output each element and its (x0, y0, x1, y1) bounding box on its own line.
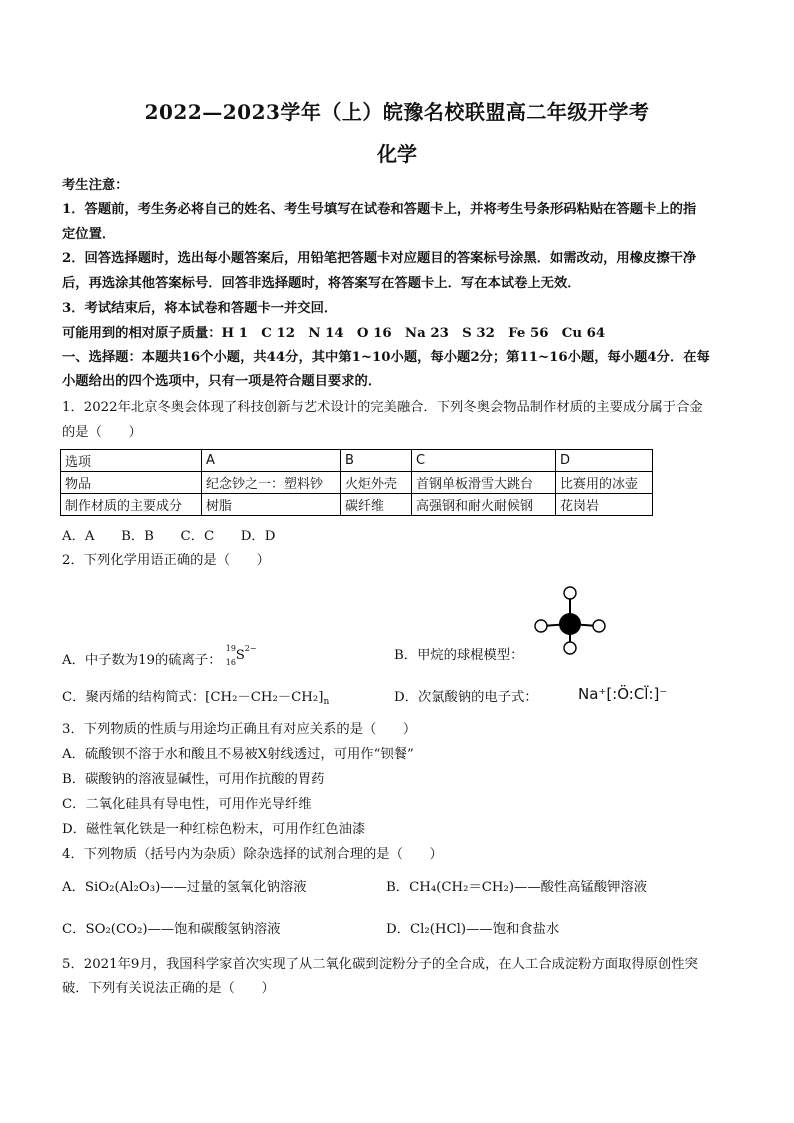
atomic-masses: 可能用到的相对原子质量：H 1 C 12 N 14 O 16 Na 23 S 32 Fe 56 Cu 64 (62, 326, 606, 341)
q3-option: A．硫酸钡不溶于水和酸且不易被X射线透过，可用作“钡餐” (62, 747, 414, 762)
q4-stem: 4．下列物质（括号内为杂质）除杂选择的试剂合理的是（ ） (62, 847, 443, 862)
q4-option-a: A．SiO₂(Al₂O₃)——过量的氢氧化钠溶液 (62, 880, 307, 895)
q1-stem: 的是（ ） (62, 425, 142, 440)
table-cell: 树脂 (202, 494, 341, 516)
q2-option-c (62, 690, 382, 710)
q2-option-d: D．次氯酸钠的电子式： (394, 690, 538, 705)
table-cell: D (556, 450, 653, 472)
atomic-number: 16 (225, 658, 236, 667)
q2-option-b: B．甲烷的球棍模型： (394, 648, 524, 663)
polymer-n: n (323, 697, 330, 707)
q3-option: C．二氧化硅具有导电性，可用作光导纤维 (62, 797, 312, 812)
notice-heading: 考生注意： (62, 178, 129, 193)
q2-option-a (62, 644, 382, 669)
q1-stem: 1．2022年北京冬奥会体现了科技创新与艺术设计的完美融合．下列冬奥会物品制作材质的主要成分属于合金 (62, 400, 703, 415)
table-cell: 火炬外壳 (341, 472, 412, 494)
table-cell: 制作材质的主要成分 (61, 494, 202, 516)
table-cell: 纪念钞之一：塑料钞 (202, 472, 341, 494)
q1-table (60, 449, 653, 516)
section1-instructions: 小题给出的四个选项中，只有一项是符合题目要求的． (62, 374, 382, 389)
table-row (61, 450, 653, 472)
methane-ball-stick-model (530, 584, 610, 656)
q3-option: D．磁性氧化铁是一种红棕色粉末，可用作红色油漆 (62, 822, 366, 837)
notice-item: 定位置． (62, 227, 116, 242)
sulfide-ion-notation (225, 644, 257, 667)
q5-stem: 破．下列有关说法正确的是（ ） (62, 981, 275, 996)
sodium-hypochlorite-electron-formula: Na⁺[:Ö:Cl̈:]⁻ (578, 685, 668, 703)
q2-option-c-label: C．聚丙烯的结构简式： (62, 690, 206, 705)
q4-option-c: C．SO₂(CO₂)——饱和碳酸氢钠溶液 (62, 922, 281, 937)
q2-option-a-label: A．中子数为19的硫离子： (62, 653, 222, 668)
table-cell: 选项 (61, 450, 202, 472)
notice-item: 1．答题前，考生务必将自己的姓名、考生号填写在试卷和答题卡上，并将考生号条形码粘贴在答题卡上的指 (62, 202, 697, 217)
exam-title: 2022—2023学年（上）皖豫名校联盟高二年级开学考 (144, 100, 650, 124)
notice-item: 2．回答选择题时，选出每小题答案后，用铅笔把答题卡对应题目的答案标号涂黑．如需改动，用橡皮擦干净 (62, 251, 697, 266)
q4-option-b: B．CH₄(CH₂＝CH₂)——酸性高锰酸钾溶液 (386, 880, 648, 895)
table-cell: C (412, 450, 556, 472)
notice-item: 后，再选涂其他答案标号．回答非选择题时，将答案写在答题卡上．写在本试卷上无效． (62, 276, 581, 291)
polymer-formula: [CH₂－CH₂－CH₂] (205, 690, 324, 705)
q3-stem: 3．下列物质的性质与用途均正确且有对应关系的是（ ） (62, 722, 417, 737)
exam-subject: 化学 (377, 142, 417, 166)
table-cell: B (341, 450, 412, 472)
table-cell: 高强钢和耐火耐候钢 (412, 494, 556, 516)
section1-instructions: 一、选择题：本题共16个小题，共44分，其中第1~10小题，每小题2分；第11~16小题，每小题4分．在每 (62, 350, 710, 365)
q5-stem: 5．2021年9月，我国科学家首次实现了从二氧化碳到淀粉分子的全合成，在人工合成淀粉方面取得原创性突 (62, 957, 698, 972)
ion-charge: 2− (244, 644, 257, 653)
q3-option: B．碳酸钠的溶液显碱性，可用作抗酸的胃药 (62, 772, 325, 787)
table-cell: 花岗岩 (556, 494, 653, 516)
notice-item: 3．考试结束后，将本试卷和答题卡一并交回． (62, 301, 338, 316)
element-symbol: S (235, 648, 245, 663)
table-cell: 物品 (61, 472, 202, 494)
mass-number: 19 (225, 644, 236, 653)
table-row (61, 472, 653, 494)
table-cell: 碳纤维 (341, 494, 412, 516)
q1-options: A．A B．B C．C D．D (62, 529, 276, 544)
q4-option-d: D．Cl₂(HCl)——饱和食盐水 (386, 922, 560, 937)
q2-stem: 2．下列化学用语正确的是（ ） (62, 553, 270, 568)
table-cell: A (202, 450, 341, 472)
table-cell: 首钢单板滑雪大跳台 (412, 472, 556, 494)
table-row (61, 494, 653, 516)
table-cell: 比赛用的冰壶 (556, 472, 653, 494)
